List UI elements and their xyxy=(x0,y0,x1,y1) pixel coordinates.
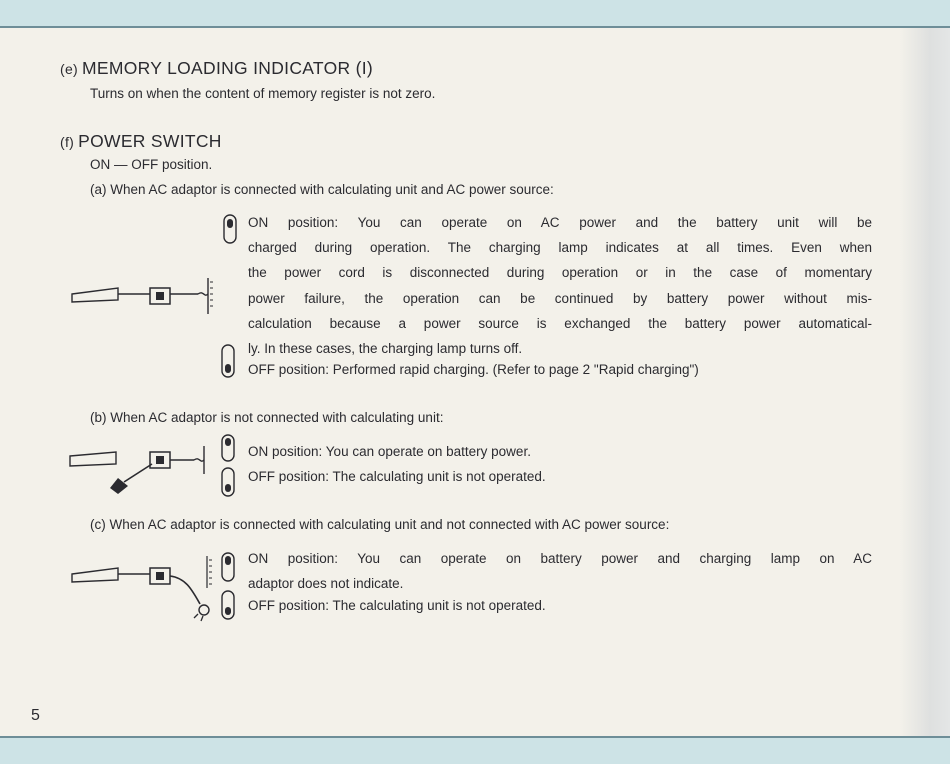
case-a-off-description: OFF position: Performed rapid charging. (Refer to page 2 "Rapid charging") xyxy=(248,362,699,377)
case-b-heading: (b) When AC adaptor is not connected with calculating unit: xyxy=(90,410,444,425)
section-f-title: POWER SWITCH xyxy=(78,131,222,151)
section-e-title: MEMORY LOADING INDICATOR (I) xyxy=(82,58,374,78)
case-a-on-line: charged during operation. The charging lamp indicates at all times. Even when xyxy=(248,240,872,256)
case-a-on-line: the power cord is disconnected during operation or in the case of momentary xyxy=(248,265,872,281)
adaptor-connected-ac-diagram xyxy=(70,278,220,318)
case-a-on-description xyxy=(248,210,872,361)
case-a-on-line: calculation because a power source is exchanged the battery power automatical- xyxy=(248,315,872,331)
case-c-on-description xyxy=(248,546,872,596)
switch-on-icon xyxy=(221,434,235,462)
case-c-off-description: OFF position: The calculating unit is not operated. xyxy=(248,598,546,613)
switch-off-icon xyxy=(221,590,235,620)
switch-on-icon xyxy=(221,552,235,582)
case-b-on-description: ON position: You can operate on battery power. xyxy=(248,444,531,459)
switch-off-icon xyxy=(221,467,235,497)
adaptor-no-ac-source-diagram xyxy=(70,556,220,622)
case-a-on-line: ly. In these cases, the charging lamp turns off. xyxy=(248,341,523,357)
case-a-heading: (a) When AC adaptor is connected with calculating unit and AC power source: xyxy=(90,182,554,197)
section-f-heading xyxy=(60,131,222,152)
page-number: 5 xyxy=(31,707,40,724)
bottom-border-band xyxy=(0,738,950,764)
section-f-label: (f) xyxy=(60,134,75,150)
section-e-label: (e) xyxy=(60,61,79,77)
case-a-on-line: ON position: You can operate on AC power and the battery unit will be xyxy=(248,215,872,230)
page-edge-shadow xyxy=(900,28,950,736)
case-b-off-description: OFF position: The calculating unit is not operated. xyxy=(248,469,546,484)
switch-off-icon xyxy=(221,344,235,378)
case-c-on-line: ON position: You can operate on battery power and charging lamp on AC xyxy=(248,551,872,566)
case-c-on-line: adaptor does not indicate. xyxy=(248,576,404,592)
case-c-heading: (c) When AC adaptor is connected with calculating unit and not connected with AC power source: xyxy=(90,517,670,532)
switch-on-icon xyxy=(223,214,237,244)
section-e-heading xyxy=(60,58,373,79)
top-border-band xyxy=(0,0,950,26)
top-border-line xyxy=(0,26,950,28)
adaptor-disconnected-diagram xyxy=(68,444,218,496)
case-a-on-line: power failure, the operation can be continued by battery power without mis- xyxy=(248,290,872,306)
section-e-description: Turns on when the content of memory register is not zero. xyxy=(90,86,436,101)
power-switch-positions: ON — OFF position. xyxy=(90,157,213,172)
